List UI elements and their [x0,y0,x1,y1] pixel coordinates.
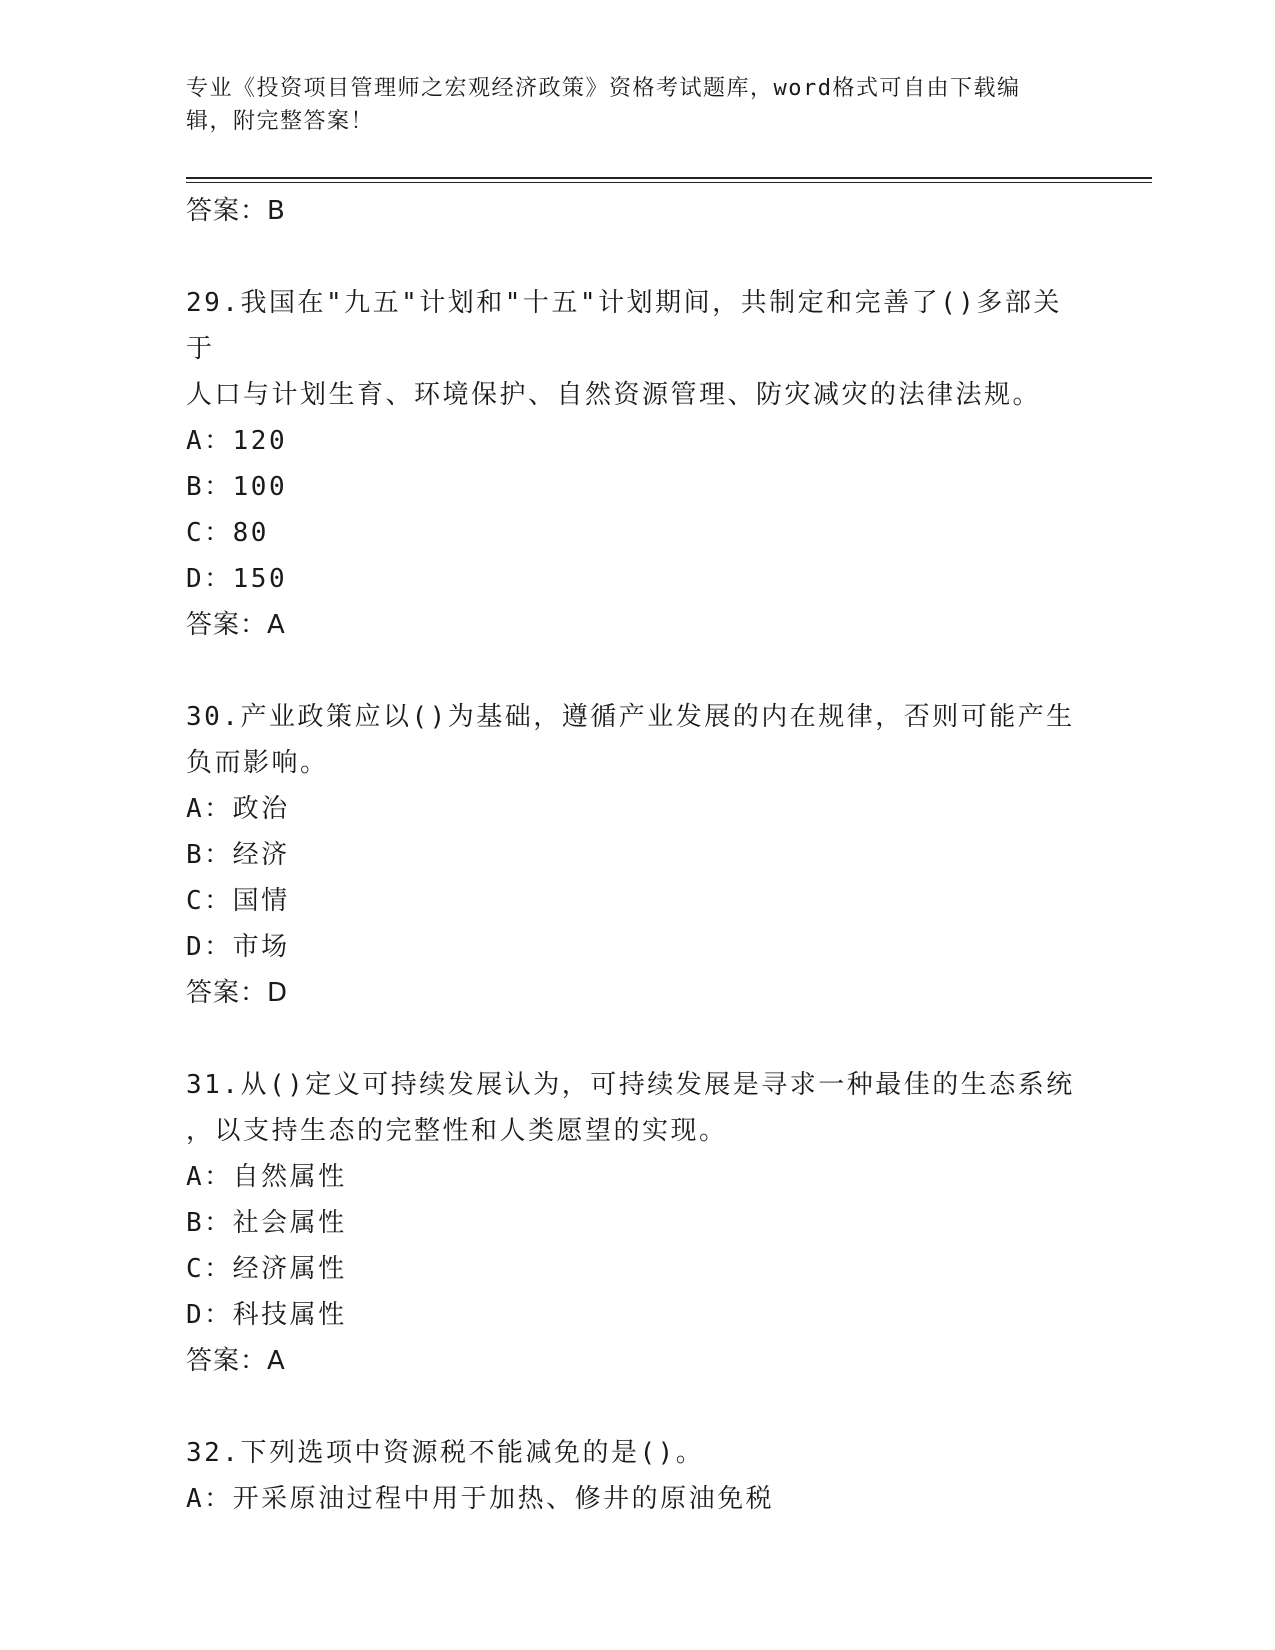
option-a: A：开采原油过程中用于加热、修井的原油免税 [186,1484,775,1514]
question-text-line: 32.下列选项中资源税不能减免的是()。 [186,1438,705,1468]
option-a: A：政治 [186,794,290,824]
question-text-line: 29.我国在"九五"计划和"十五"计划期间，共制定和完善了()多部关于 [186,288,1062,364]
header-line-2: 辑，附完整答案！ [186,109,375,134]
option-d: D：科技属性 [186,1300,347,1330]
spacer [186,1016,1086,1062]
option-b: B：经济 [186,840,290,870]
question-list [186,188,1086,1522]
option-a: A：120 [186,426,288,456]
answer: 答案：A [186,1346,286,1376]
option-c: C：经济属性 [186,1254,347,1284]
question-text-line: 31.从()定义可持续发展认为，可持续发展是寻求一种最佳的生态系统 [186,1070,1075,1100]
spacer [186,1384,1086,1430]
document-header [186,72,1066,138]
question-29 [186,280,1086,648]
option-d: D：市场 [186,932,290,962]
question-32 [186,1430,1086,1522]
header-line-1: 专业《投资项目管理师之宏观经济政策》资格考试题库，word格式可自由下载编 [186,76,1021,101]
header-divider-thin [186,182,1152,183]
answer: 答案：A [186,610,286,640]
option-d: D：150 [186,564,288,594]
question-31 [186,1062,1086,1384]
option-b: B：100 [186,472,288,502]
header-divider-thick [186,177,1152,179]
answer: 答案：D [186,978,289,1008]
previous-answer: 答案：B [186,196,286,226]
question-30 [186,694,1086,1016]
option-a: A：自然属性 [186,1162,347,1192]
spacer [186,648,1086,694]
question-text-line: 负而影响。 [186,748,329,778]
spacer [186,234,1086,280]
question-text-line: ，以支持生态的完整性和人类愿望的实现。 [186,1116,728,1146]
option-b: B：社会属性 [186,1208,347,1238]
question-text-line: 人口与计划生育、环境保护、自然资源管理、防灾减灾的法律法规。 [186,380,1042,410]
question-text-line: 30.产业政策应以()为基础，遵循产业发展的内在规律，否则可能产生 [186,702,1075,732]
option-c: C：国情 [186,886,290,916]
option-c: C：80 [186,518,269,548]
